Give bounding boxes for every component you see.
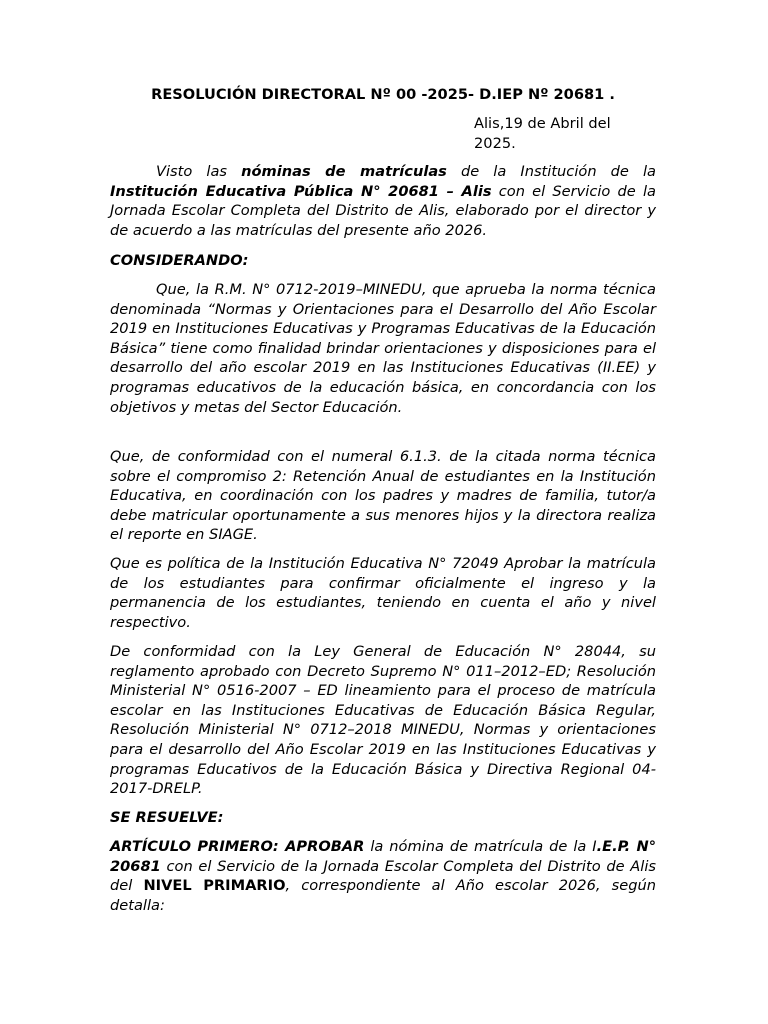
se-resuelve-heading: SE RESUELVE: (110, 809, 224, 826)
considerando-paragraph-2: Que, de conformidad con el numeral 6.1.3. de la citada norma técnica sobre el compromiso 2: Retención Anual de estudiantes en la Institución Educativa, en coordinación con los padres y madres de familia, tutor/a debe matricular oportunamente a sus menores hijos y la directora realiza el reporte en SIAGE. (110, 448, 656, 544)
articulo-primero-text-3: , correspondiente al Año escolar 2026, según detalla: (110, 877, 656, 914)
articulo-primero-text-1: la nómina de matrícula de la I (364, 838, 597, 855)
articulo-primero-text-2: con el Servicio de la Jornada Escolar Completa del Distrito de Alis del (110, 857, 656, 895)
visto-text-1: Visto las (156, 163, 242, 180)
articulo-primero-bold-3: NIVEL PRIMARIO (143, 877, 286, 895)
visto-text-2: de la Institución de la (446, 163, 656, 180)
visto-bold-2: Institución Educativa Pública N° 20681 – Alis (110, 182, 492, 200)
articulo-primero-paragraph (110, 837, 656, 915)
considerando-paragraph-1: Que, la R.M. N° 0712-2019–MINEDU, que aprueba la norma técnica denominada “Normas y Orientaciones para el Desarrollo del Año Escolar 2019 en Instituciones Educativas y Programas Educativas de la Educación Básica” tiene como finalidad brindar orientaciones y disposiciones para el desarrollo del año escolar 2019 en las Instituciones Educativas (II.EE) y programas educativos de la educación básica, en concordancia con los objetivos y metas del Sector Educación. (110, 281, 656, 416)
visto-text-3: con el Servicio de la Jornada Escolar Completa del Distrito de Alis, elaborado por el director y de acuerdo a las matrículas del presente año 2026. (110, 182, 656, 239)
articulo-primero-bold-1: ARTÍCULO PRIMERO: APROBAR (110, 838, 365, 855)
resolution-title: RESOLUCIÓN DIRECTORAL Nº 00 -2025- D.IEP Nº 20681 . (151, 86, 615, 103)
considerando-paragraph-3: Que es política de la Institución Educativa N° 72049 Aprobar la matrícula de los estudiantes para confirmar oficialmente el ingreso y la permanencia de los estudiantes, teniendo en cuenta el año y nivel respectivo. (110, 555, 656, 631)
considerando-heading: CONSIDERANDO: (110, 252, 249, 269)
considerando-paragraph-4: De conformidad con la Ley General de Educación N° 28044, su reglamento aprobado con Decreto Supremo N° 011–2012–ED; Resolución Ministerial N° 0516-2007 – ED lineamiento para el proceso de matrícula escolar en las Instituciones Educativas de Educación Básica Regular, Resolución Ministerial N° 0712–2018 MINEDU, Normas y orientaciones para el desarrollo del Año Escolar 2019 en las Instituciones Educativas y programas Educativos de la Educación Básica y Directiva Regional 04-2017-DRELP. (110, 643, 656, 798)
visto-paragraph (110, 162, 656, 240)
visto-bold-1: nóminas de matrículas (241, 163, 447, 180)
articulo-primero-bold-2: .E.P. N° 20681 (110, 838, 656, 875)
date-line (474, 114, 644, 154)
date-line-2: 2025. (474, 135, 516, 152)
date-line-1: Alis,19 de Abril del (474, 115, 611, 132)
